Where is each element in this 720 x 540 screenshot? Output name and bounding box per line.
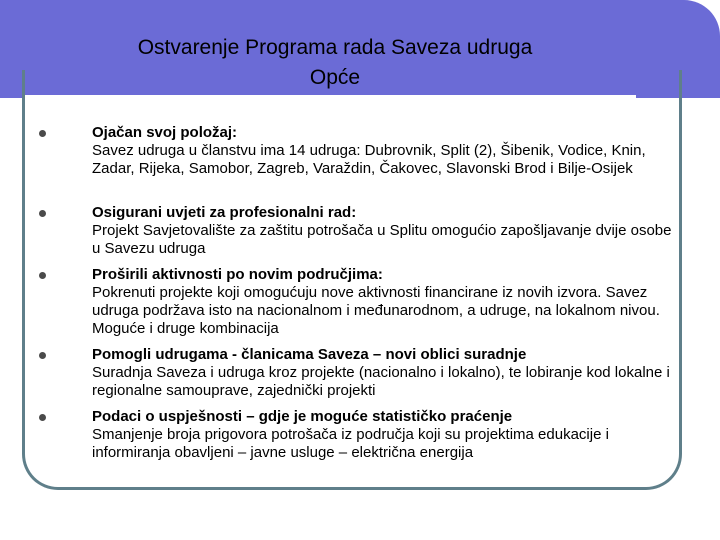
bullet-icon	[39, 210, 46, 217]
bullet-icon	[39, 272, 46, 279]
bullet-icon	[39, 352, 46, 359]
header-corner	[684, 0, 720, 98]
item-heading: Proširili aktivnosti po novim područjima:	[92, 266, 383, 283]
item-body: Pokrenuti projekte koji omogućuju nove aktivnosti financirane iz novih izvora. Savez udruga podržava isto na nacionalnom i međunarodnom, a udruge, na lokalnom nivou. Moguće i druge kombinacija	[92, 284, 660, 337]
bullet-icon	[39, 414, 46, 421]
item-body: Smanjenje broja prigovora potrošača iz područja koji su projektima edukacije i informiranja obavljeni – javne usluge – električna energija	[92, 426, 609, 461]
item-body: Savez udruga u članstvu ima 14 udruga: Dubrovnik, Split (2), Šibenik, Vodice, Knin, Zadar, Rijeka, Samobor, Zagreb, Varaždin, Čakovec, Slavonski Brod i Bilje-Osijek	[92, 142, 646, 177]
item-body: Projekt Savjetovalište za zaštitu potrošača u Splitu omogućio zapošljavanje dvije osobe u Savezu udruga	[92, 222, 672, 257]
bullet-icon	[39, 130, 46, 137]
item-heading: Ojačan svoj položaj:	[92, 124, 238, 141]
item-body: Suradnja Saveza i udruga kroz projekte (nacionalno i lokalno), te lobiranje kod lokalne i regionalne samouprave, zajednički projekti	[92, 364, 670, 399]
title-line-2: Opće	[309, 66, 361, 89]
item-heading: Osigurani uvjeti za profesionalni rad:	[92, 204, 357, 221]
title-line-1: Ostvarenje Programa rada Saveza udruga	[137, 36, 533, 59]
item-heading: Pomogli udrugama - članicama Saveza – novi oblici suradnje	[92, 346, 527, 363]
item-heading: Podaci o uspješnosti – gdje je moguće statističko praćenje	[92, 408, 513, 425]
